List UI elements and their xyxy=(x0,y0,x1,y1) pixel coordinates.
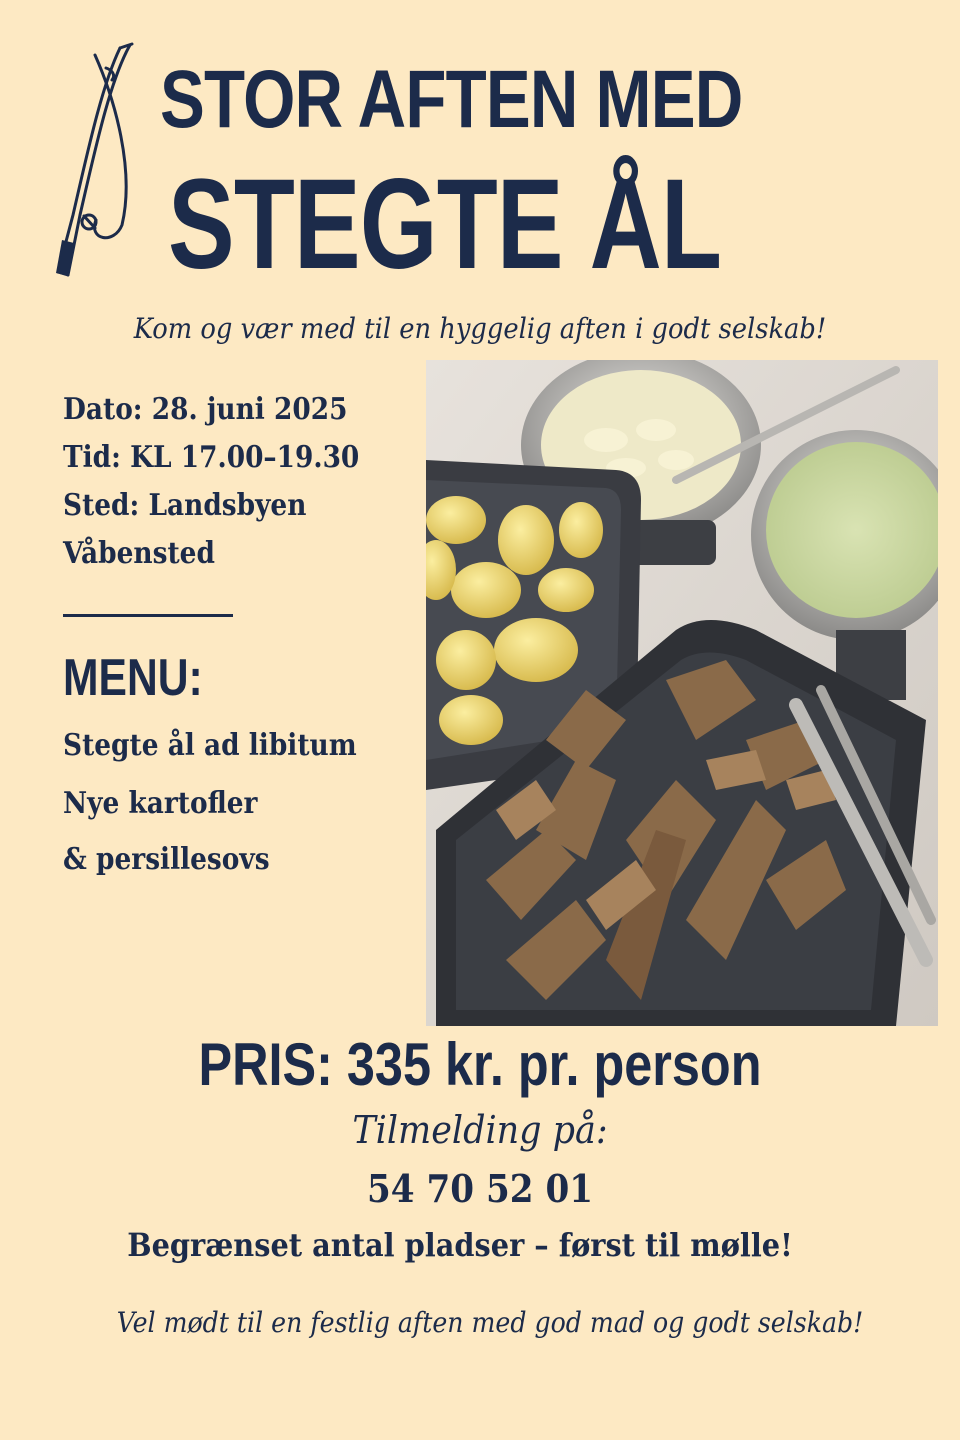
menu-item: Stegte ål ad libitum xyxy=(63,728,357,763)
event-place: Sted: Landsbyen xyxy=(63,488,307,523)
closing-message: Vel mødt til en festlig aften med god mad og godt selskab! xyxy=(116,1306,864,1339)
menu-heading: MENU: xyxy=(63,649,203,707)
signup-phone: 54 70 52 01 xyxy=(366,1166,594,1211)
food-photo xyxy=(426,360,938,1026)
divider xyxy=(63,614,233,617)
headline-line-2: STEGTE ÅL xyxy=(168,153,722,296)
event-time: Tid: KL 17.00–19.30 xyxy=(63,440,360,475)
menu-item: & persillesovs xyxy=(63,842,270,877)
headline-line-1: STOR AFTEN MED xyxy=(160,54,743,145)
event-date: Dato: 28. juni 2025 xyxy=(63,392,348,427)
subtitle: Kom og vær med til en hyggelig aften i godt selskab! xyxy=(133,312,827,345)
signup-label: Tilmelding på: xyxy=(352,1108,608,1152)
price: PRIS: 335 kr. pr. person xyxy=(198,1031,762,1098)
menu-item: Nye kartofler xyxy=(63,786,258,821)
limited-seats-notice: Begrænset antal pladser – først til mølle! xyxy=(127,1226,793,1264)
fishing-rod-icon xyxy=(40,40,140,285)
event-place-town: Våbensted xyxy=(63,536,215,571)
